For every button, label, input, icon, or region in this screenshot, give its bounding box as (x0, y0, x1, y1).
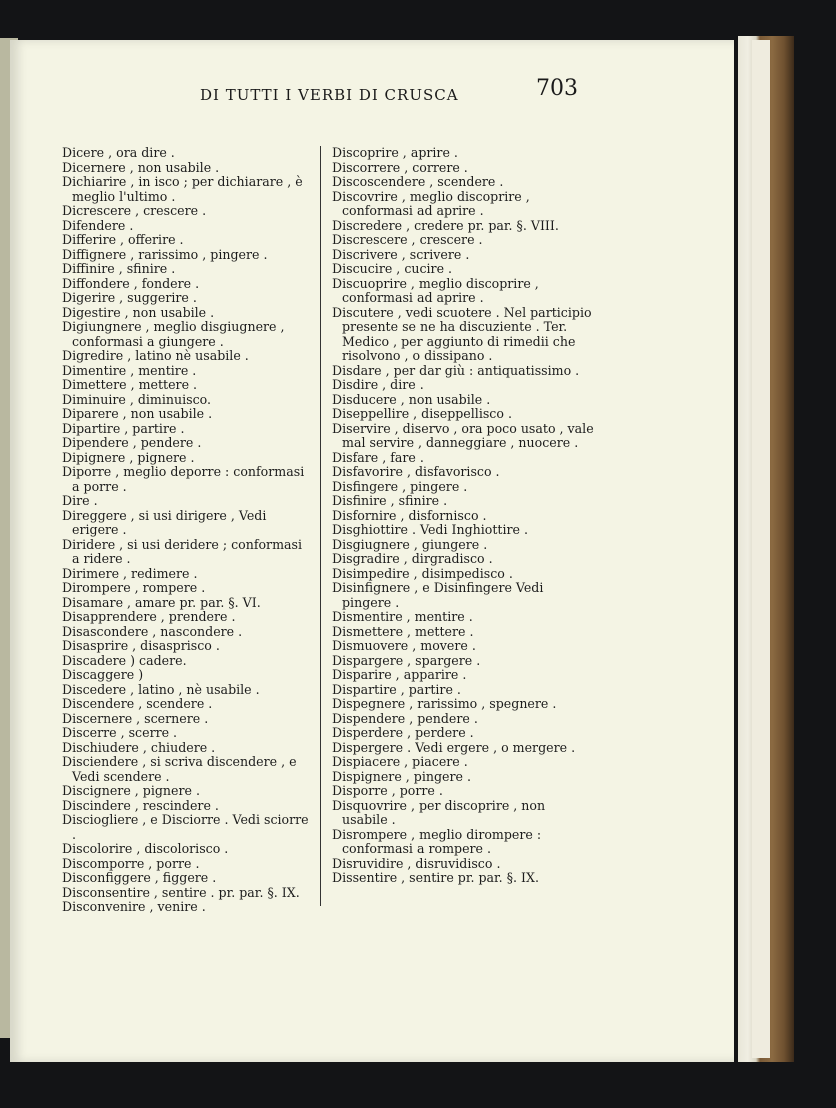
dictionary-entry: Disasprire , disasprisco . (62, 638, 220, 653)
dictionary-entry: Diffondere , fondere . (62, 275, 200, 291)
dictionary-entry: Digerire , suggerire . (62, 290, 197, 305)
dictionary-entry: Discucire , cucire . (332, 261, 453, 276)
dictionary-entry: Disascondere , nascondere . (62, 623, 243, 639)
dictionary-entry: Dire . (62, 493, 98, 508)
dictionary-entry: Dispignere , pingere . (332, 768, 471, 784)
dictionary-entry: Disgradire , dirgradisco . (332, 551, 493, 566)
dictionary-entry: Discrivere , scrivere . (332, 246, 470, 262)
dictionary-entry: Disconfiggere , figgere . (62, 870, 217, 885)
dictionary-entry: Disdire , dire . (332, 377, 424, 392)
dictionary-entry: Discedere , latino , nè usabile . (62, 681, 260, 697)
dictionary-entry: Discutere , vedi scuotere . Nel participio presente se ne ha discuziente . Ter. Medico , per aggiunto di rimedii che risolvono , o dissipano . (332, 304, 592, 363)
dictionary-entry: Disconsentire , sentire . pr. par. §. IX. (62, 884, 300, 900)
dictionary-entry: Dichiarire , in isco ; per dichiarare , è meglio l'ultimo . (62, 174, 303, 204)
dictionary-entry: Discrescere , crescere . (332, 232, 483, 247)
dictionary-entry: Disfavorire , disfavorisco . (332, 464, 500, 479)
dictionary-entry: Disperdere , perdere . (332, 725, 474, 740)
dictionary-entry: Disruvidire , disruvidisco . (332, 855, 501, 871)
dictionary-entry: Discovrire , meglio discoprire , conformasi ad aprire . (332, 188, 530, 218)
dictionary-entry: Disfare , fare . (332, 449, 424, 465)
dictionary-entry: Dipartire , partire . (62, 420, 185, 436)
dictionary-entry: Diminuire , diminuisco. (62, 391, 212, 407)
dictionary-entry: Discerre , scerre . (62, 725, 178, 740)
dictionary-entry: Differire , offerire . (62, 232, 184, 247)
dictionary-entry: Disamare , amare pr. par. §. VI. (62, 594, 261, 610)
dictionary-entry: Disparire , apparire . (332, 667, 467, 682)
dictionary-entry: Dismuovere , movere . (332, 638, 476, 653)
dictionary-entry: Diporre , meglio deporre : conformasi a porre . (62, 464, 305, 494)
dictionary-entry: Discomporre , porre . (62, 855, 200, 871)
dictionary-entry: Dismettere , mettere . (332, 623, 474, 639)
book-page-edge-inner (752, 40, 770, 1058)
right-column (332, 146, 594, 886)
dictionary-entry: Discoscendere , scendere . (332, 174, 504, 189)
dictionary-entry: Diparere , non usabile . (62, 406, 213, 421)
dictionary-entry: Diservire , diservo , ora poco usato , vale mal servire , danneggiare , nuocere . (332, 420, 594, 450)
dictionary-entry: Dimettere , mettere . (62, 377, 198, 392)
dictionary-entry: Direggere , si usi dirigere , Vedi erigere . (62, 507, 267, 537)
dictionary-entry: Dispiacere , piacere . (332, 754, 468, 769)
dictionary-entry: Disdare , per dar giù : antiquatissimo . (332, 362, 580, 378)
dictionary-entry: Dispargere , spargere . (332, 652, 481, 668)
dictionary-entry: Dipignere , pignere . (62, 449, 195, 465)
dictionary-entry: Dipendere , pendere . (62, 435, 202, 450)
dictionary-entry: Diseppellire , diseppellisco . (332, 406, 512, 421)
dictionary-entry: Disfingere , pingere . (332, 478, 468, 494)
dictionary-entry: Digiungnere , meglio disgiugnere , conformasi a giungere . (62, 319, 285, 349)
dictionary-entry: Discernere , scernere . (62, 710, 209, 726)
dictionary-entry: Dicrescere , crescere . (62, 203, 207, 218)
dictionary-entry: Disfornire , disfornisco . (332, 507, 487, 523)
dictionary-entry: Digestire , non usabile . (62, 304, 215, 320)
column-divider (320, 146, 321, 906)
page-number: 703 (536, 76, 578, 101)
dictionary-entry: Diffignere , rarissimo , pingere . (62, 246, 268, 262)
dictionary-entry: Dismentire , mentire . (332, 609, 473, 624)
dictionary-entry: Dispergere . Vedi ergere , o mergere . (332, 739, 576, 755)
dictionary-entry: Discendere , scendere . (62, 696, 213, 711)
dictionary-entry: Disciogliere , e Disciorre . Vedi sciorre . (62, 812, 309, 842)
running-head: DI TUTTI I VERBI DI CRUSCA (200, 86, 459, 104)
dictionary-entry: Discuoprire , meglio discoprire , conformasi ad aprire . (332, 275, 539, 305)
dictionary-entry: Dirimere , redimere . (62, 565, 198, 581)
dictionary-entry: Dirompere , rompere . (62, 580, 206, 595)
dictionary-entry: Discolorire , discolorisco . (62, 841, 229, 856)
dictionary-entry: Dicernere , non usabile . (62, 159, 220, 175)
dictionary-entry: Discorrere , correre . (332, 159, 468, 175)
dictionary-entry: Diridere , si usi deridere ; conformasi a ridere . (62, 536, 303, 566)
dictionary-entry: Disghiottire . Vedi Inghiottire . (332, 522, 528, 537)
dictionary-entry: Dispendere , pendere . (332, 710, 478, 726)
dictionary-entry: Discadere ) cadere. (62, 652, 187, 668)
dictionary-entry: Disfinire , sfinire . (332, 493, 448, 508)
dictionary-entry: Discoprire , aprire . (332, 145, 458, 160)
dictionary-entry: Dischiudere , chiudere . (62, 739, 216, 755)
dictionary-entry: Disgiugnere , giungere . (332, 536, 488, 552)
dictionary-entry: Disimpedire , disimpedisco . (332, 565, 513, 581)
dictionary-entry: Difendere . (62, 217, 134, 233)
dictionary-entry: Disducere , non usabile . (332, 391, 491, 407)
dictionary-entry: Dispartire , partire . (332, 681, 461, 697)
dictionary-entry: Digredire , latino nè usabile . (62, 348, 249, 363)
dictionary-entry: Discindere , rescindere . (62, 797, 219, 813)
dictionary-entry: Dissentire , sentire pr. par. §. IX. (332, 870, 539, 885)
dictionary-entry: Diffinire , sfinire . (62, 261, 176, 276)
dictionary-entry: Discaggere ) (62, 667, 144, 682)
dictionary-entry: Disquovrire , per discoprire , non usabile . (332, 797, 546, 827)
dictionary-entry: Disinfignere , e Disinfingere Vedi pingere . (332, 580, 544, 610)
dictionary-entry: Discignere , pignere . (62, 783, 200, 798)
dictionary-entry: Dispegnere , rarissimo , spegnere . (332, 696, 557, 711)
dictionary-entry: Disciendere , si scriva discendere , e Vedi scendere . (62, 754, 297, 784)
dictionary-entry: Disporre , porre . (332, 783, 443, 798)
dictionary-entry: Discredere , credere pr. par. §. VIII. (332, 217, 559, 233)
dictionary-entry: Dicere , ora dire . (62, 145, 175, 160)
dictionary-entry: Disapprendere , prendere . (62, 609, 236, 624)
dictionary-entry: Disrompere , meglio dirompere : conformasi a rompere . (332, 826, 542, 856)
dictionary-entry: Disconvenire , venire . (62, 899, 206, 914)
dictionary-entry: Dimentire , mentire . (62, 362, 197, 378)
left-column (62, 146, 310, 915)
